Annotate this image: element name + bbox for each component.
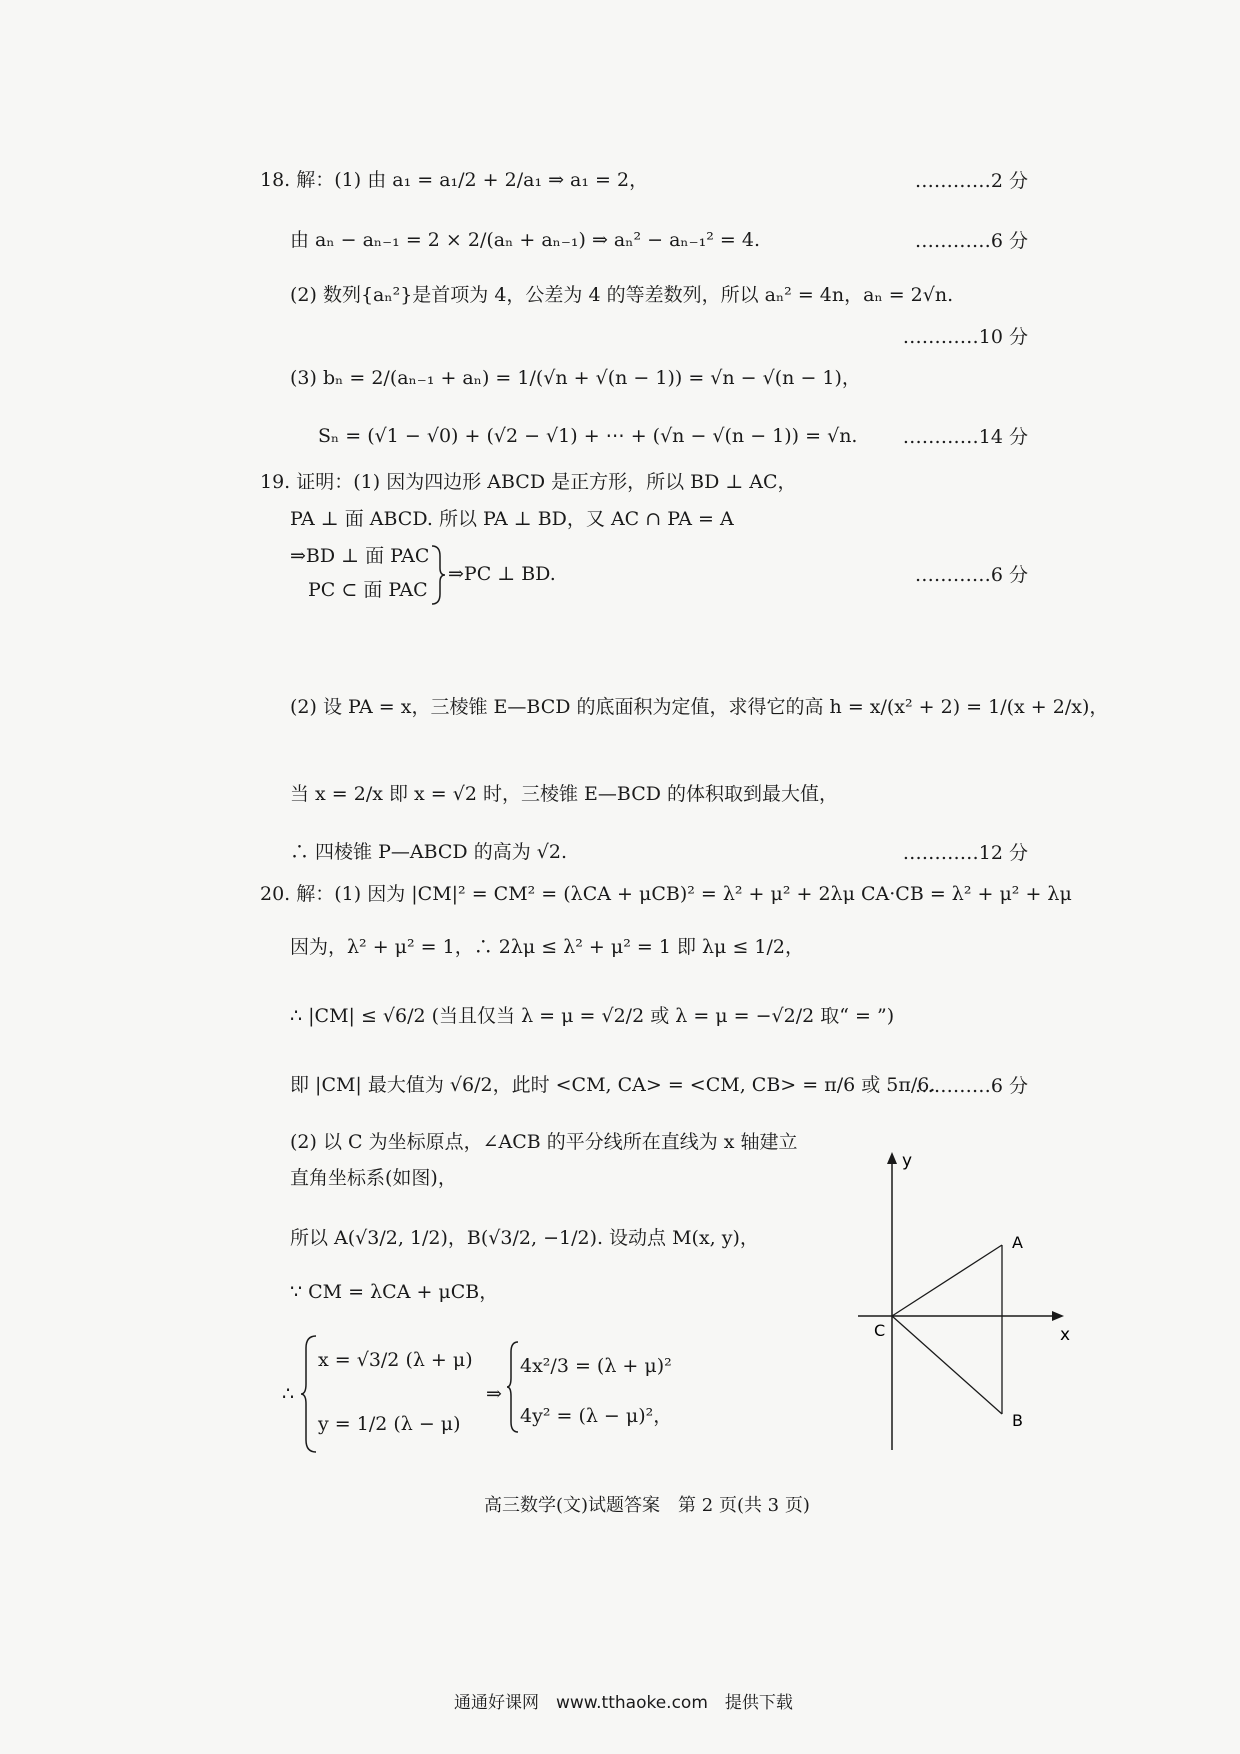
- y-axis-label: y: [902, 1151, 913, 1171]
- left-brace-icon: [506, 1340, 520, 1434]
- q18-line-1: 18. 解：(1) 由 a₁ = a₁/2 + 2/a₁ ⇒ a₁ = 2，: [260, 169, 649, 191]
- x-axis-label: x: [1060, 1325, 1071, 1345]
- q20-line-9d: 4y² = (λ − μ)²，: [520, 1405, 673, 1427]
- point-b-label: B: [1012, 1411, 1023, 1430]
- q19-line-2: PA ⊥ 面 ABCD. 所以 PA ⊥ BD，又 AC ∩ PA = A: [290, 508, 734, 530]
- q19-line-3c: ⇒PC ⊥ BD.: [448, 563, 556, 585]
- q20-line-9a: x = √3/2 (λ + μ): [318, 1349, 473, 1371]
- score-q19-6: …………12 分: [902, 842, 1028, 864]
- q19-line-5: 当 x = 2/x 即 x = √2 时，三棱锥 E—BCD 的体积取到最大值，: [290, 783, 839, 805]
- score-q18-2: …………6 分: [914, 230, 1028, 252]
- implies-symbol: ⇒: [486, 1383, 502, 1405]
- score-q20-4: …………6 分: [914, 1075, 1028, 1097]
- q20-line-8: ∵ CM = λCA + μCB，: [290, 1281, 499, 1303]
- source-footer: 通通好课网 www.tthaoke.com 提供下载: [454, 1693, 793, 1713]
- q20-line-9c: 4x²/3 = (λ + μ)²: [520, 1355, 672, 1377]
- q20-line-6: 直角坐标系(如图)，: [290, 1167, 457, 1189]
- q20-line-7: 所以 A(√3/2, 1/2)，B(√3/2, −1/2). 设动点 M(x, y)，: [290, 1227, 759, 1249]
- q18-line-5: Sₙ = (√1 − √0) + (√2 − √1) + ⋯ + (√n − √(n − 1)) = √n.: [318, 425, 858, 447]
- q20-line-4: 即 |CM| 最大值为 √6/2，此时 <CM, CA> = <CM, CB> = π/6 或 5π/6.: [290, 1074, 936, 1096]
- q20-line-1: 20. 解：(1) 因为 |CM|² = CM² = (λCA + μCB)² = λ² + μ² + 2λμ CA·CB = λ² + μ² + λμ: [260, 883, 1072, 905]
- score-q19-3: …………6 分: [914, 564, 1028, 586]
- q20-line-9b: y = 1/2 (λ − μ): [318, 1413, 461, 1435]
- right-brace-icon: [430, 544, 446, 606]
- left-brace-icon: [300, 1334, 318, 1454]
- q20-line-2: 因为，λ² + μ² = 1，∴ 2λμ ≤ λ² + μ² = 1 即 λμ ≤ 1/2，: [290, 936, 804, 958]
- q19-line-3a: ⇒BD ⊥ 面 PAC: [290, 545, 430, 567]
- x-axis-arrow: [1052, 1311, 1064, 1321]
- q19-line-4: (2) 设 PA = x，三棱锥 E—BCD 的底面积为定值，求得它的高 h = x/(x² + 2) = 1/(x + 2/x)，: [290, 696, 1109, 718]
- q19-line-1: 19. 证明：(1) 因为四边形 ABCD 是正方形，所以 BD ⊥ AC，: [260, 471, 797, 493]
- q18-line-3: (2) 数列{aₙ²}是首项为 4，公差为 4 的等差数列，所以 aₙ² = 4n，aₙ = 2√n.: [290, 284, 954, 306]
- q20-line-3: ∴ |CM| ≤ √6/2 (当且仅当 λ = μ = √2/2 或 λ = μ = −√2/2 取“ = ”): [290, 1005, 895, 1027]
- q18-line-4: (3) bₙ = 2/(aₙ₋₁ + aₙ) = 1/(√n + √(n − 1)) = √n − √(n − 1)，: [290, 367, 861, 389]
- y-axis-arrow: [887, 1152, 897, 1164]
- score-q18-1: …………2 分: [914, 170, 1028, 192]
- coordinate-figure: [850, 1150, 1080, 1455]
- q19-line-3b: PC ⊂ 面 PAC: [308, 579, 428, 601]
- q18-line-2: 由 aₙ − aₙ₋₁ = 2 × 2/(aₙ + aₙ₋₁) ⇒ aₙ² − aₙ₋₁² = 4.: [290, 229, 761, 251]
- point-c-label: C: [874, 1321, 886, 1340]
- page-footer: 高三数学(文)试题答案 第 2 页(共 3 页): [484, 1495, 810, 1516]
- score-q18-5: …………14 分: [902, 426, 1028, 448]
- q19-line-6: ∴ 四棱锥 P—ABCD 的高为 √2.: [290, 841, 567, 863]
- q20-line-5: (2) 以 C 为坐标原点，∠ACB 的平分线所在直线为 x 轴建立: [290, 1131, 798, 1153]
- score-q18-3: …………10 分: [902, 326, 1028, 348]
- therefore-symbol: ∴: [282, 1383, 295, 1405]
- segment-ca: [892, 1245, 1002, 1316]
- segment-cb: [892, 1316, 1002, 1414]
- point-a-label: A: [1012, 1233, 1023, 1252]
